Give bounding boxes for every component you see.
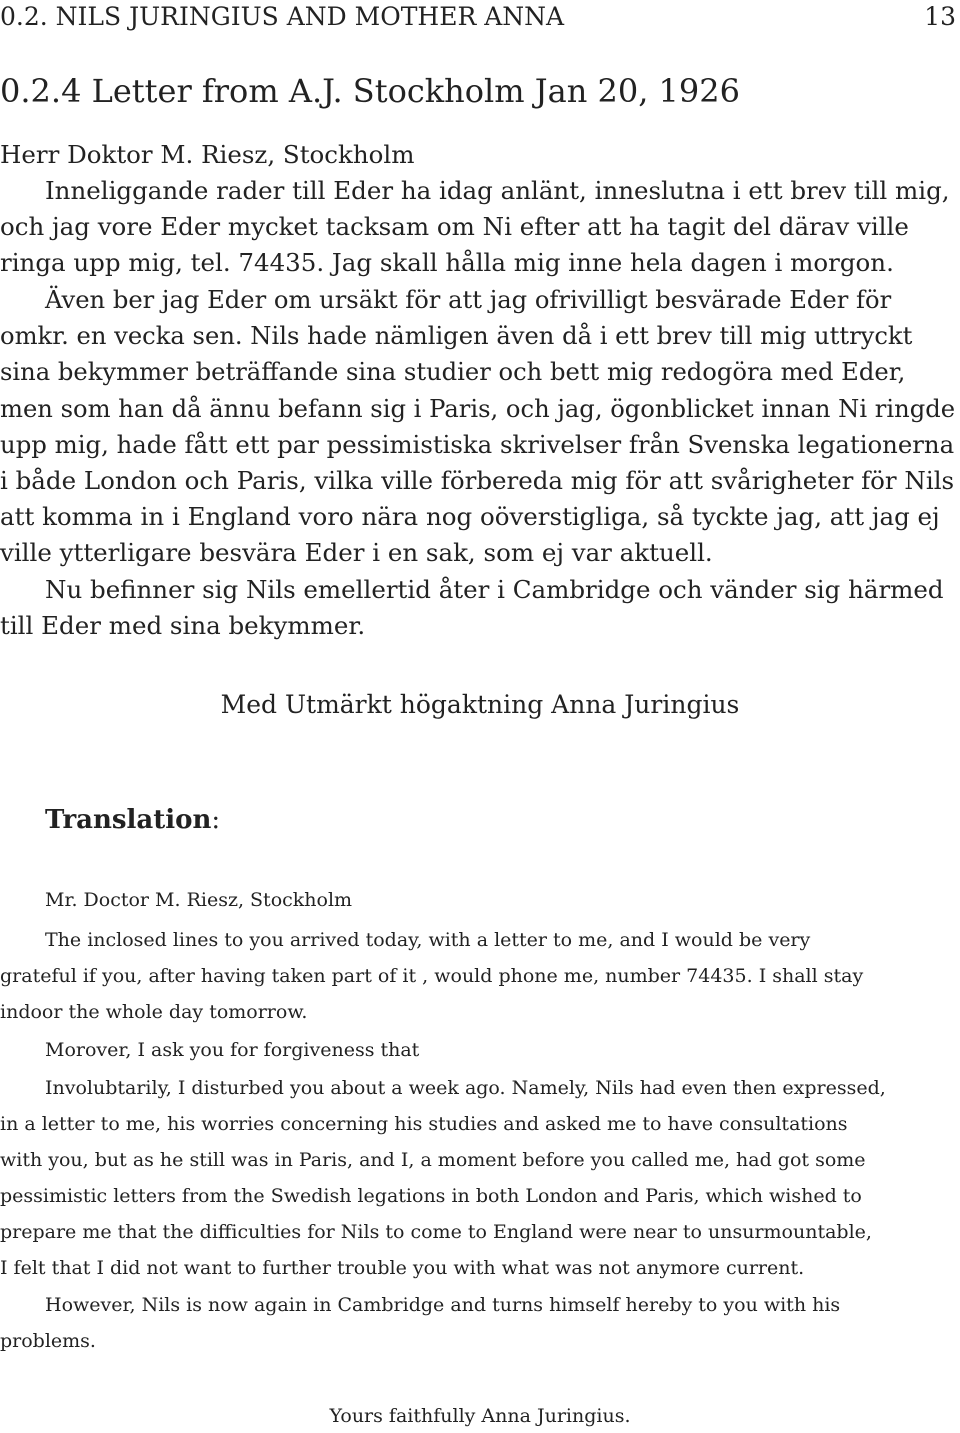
text-line: Inneliggande rader till Eder ha idag anlänt, inneslutna i ett brev till mig, (45, 176, 950, 205)
text-line: However, Nils is now again in Cambridge and turns himself hereby to you with his (45, 1294, 841, 1316)
text-line: problems. (0, 1330, 96, 1352)
text-line: ville ytterligare besvära Eder i en sak, som ej var aktuell. (0, 538, 713, 568)
english-paragraph-4 (0, 1287, 840, 1359)
translation-label-text: Translation (45, 805, 212, 835)
text-line: prepare me that the difficulties for Nils to come to England were near to unsurmountable, (0, 1221, 872, 1243)
text-line: ringa upp mig, tel. 74435. Jag skall hålla mig inne hela dagen i morgon. (0, 248, 894, 278)
running-header-title: 0.2. NILS JURINGIUS AND MOTHER ANNA (0, 2, 565, 31)
text-line: The inclosed lines to you arrived today, with a letter to me, and I would be very (45, 929, 811, 951)
swedish-salutation: Herr Doktor M. Riesz, Stockholm (0, 140, 415, 169)
swedish-signoff: Med Utmärkt högaktning Anna Juringius (220, 690, 740, 719)
section-heading: 0.2.4 Letter from A.J. Stockholm Jan 20, 1926 (0, 72, 740, 110)
english-signoff: Yours faithfully Anna Juringius. (329, 1405, 631, 1427)
translation-label-colon: : (211, 805, 221, 835)
text-line: indoor the whole day tomorrow. (0, 1001, 308, 1023)
text-line: pessimistic letters from the Swedish legations in both London and Paris, which wished to (0, 1185, 862, 1207)
text-line: I felt that I did not want to further trouble you with what was not anymore current. (0, 1257, 805, 1279)
swedish-paragraph-2 (0, 282, 955, 572)
text-line: men som han då ännu befann sig i Paris, och jag, ögonblicket innan Ni ringde (0, 394, 956, 423)
english-salutation: Mr. Doctor M. Riesz, Stockholm (45, 889, 353, 911)
english-paragraph-1 (0, 922, 863, 1030)
text-line: with you, but as he still was in Paris, and I, a moment before you called me, had got some (0, 1149, 866, 1171)
text-line: Involubtarily, I disturbed you about a week ago. Namely, Nils had even then expressed, (45, 1077, 886, 1099)
text-line: Nu befinner sig Nils emellertid åter i Cambridge och vänder sig härmed (45, 575, 944, 604)
text-line: omkr. en vecka sen. Nils hade nämligen även då i ett brev till mig uttryckt (0, 322, 913, 351)
english-paragraph-2 (0, 1032, 419, 1068)
text-line: in a letter to me, his worries concerning his studies and asked me to have consultations (0, 1113, 848, 1135)
text-line: upp mig, hade fått ett par pessimistiska skrivelser från Svenska legationerna (0, 429, 955, 459)
text-line: att komma in i England voro nära nog oöverstigliga, så tyckte jag, att jag ej (0, 502, 940, 532)
translation-label (45, 805, 220, 835)
page-number: 13 (924, 2, 956, 31)
text-line: och jag vore Eder mycket tacksam om Ni efter att ha tagit del därav ville (0, 212, 909, 242)
text-line: Morover, I ask you for forgiveness that (45, 1039, 420, 1061)
english-paragraph-3 (0, 1070, 886, 1286)
text-line: sina bekymmer beträffande sina studier och bett mig redogöra med Eder, (0, 358, 906, 387)
text-line: Även ber jag Eder om ursäkt för att jag ofrivilligt besvärade Eder för (45, 286, 892, 314)
text-line: i både London och Paris, vilka ville förbereda mig för att svårigheter för Nils (0, 466, 955, 496)
swedish-paragraph-3 (0, 572, 944, 644)
text-line: till Eder med sina bekymmer. (0, 611, 366, 641)
swedish-paragraph-1 (0, 173, 950, 282)
text-line: grateful if you, after having taken part of it , would phone me, number 74435. I shall stay (0, 965, 864, 987)
